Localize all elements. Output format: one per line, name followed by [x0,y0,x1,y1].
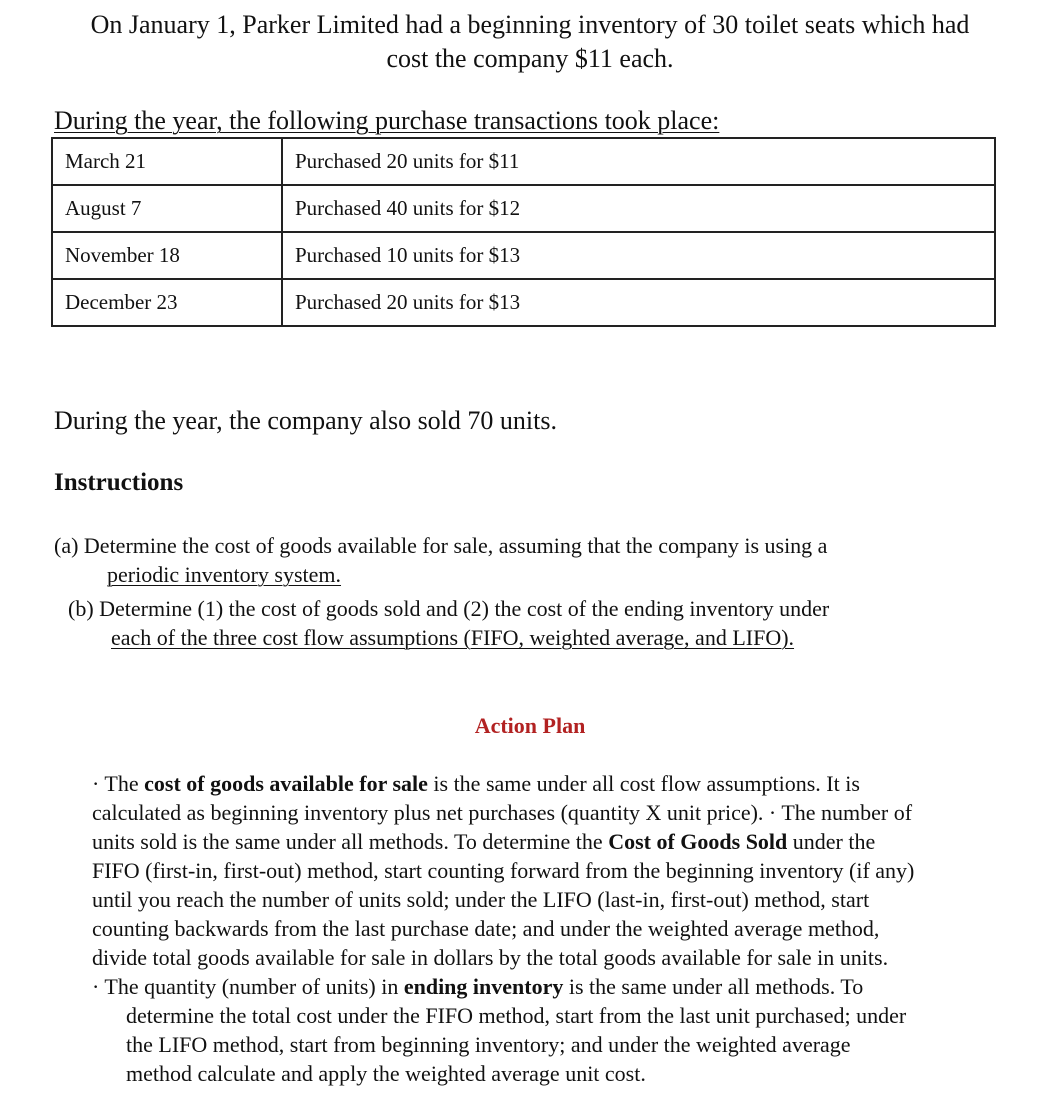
paragraph-text: calculated as beginning inventory plus net purchases (quantity X unit price). · The number of [92,800,913,825]
table-row [52,232,995,279]
units-sold-text: During the year, the company also sold 70 units. [54,406,557,435]
paragraph-text: method calculate and apply the weighted average unit cost. [126,1061,646,1086]
purchase-date-cell: November 18 [52,232,282,279]
bullet-text: · The [92,771,145,796]
table-row [52,138,995,185]
paragraph-text: FIFO (first-in, first-out) method, start counting forward from the beginning inventory (if any) [92,858,915,883]
instruction-a-line-1: (a) Determine the cost of goods available for sale, assuming that the company is using a [54,533,828,558]
instruction-a [54,531,974,589]
paragraph-text: is the same under all cost flow assumptions. It is [427,771,860,796]
purchase-date-cell: August 7 [52,185,282,232]
instruction-b-line-2: each of the three cost flow assumptions (FIFO, weighted average, and LIFO). [111,625,795,650]
instructions-heading: Instructions [54,469,184,496]
paragraph-text: determine the total cost under the FIFO method, start from the last unit purchased; under [126,1003,907,1028]
instruction-a-line-2: periodic inventory system. [107,562,342,587]
action-plan-paragraph-1 [92,769,1012,972]
action-plan-body [92,769,1012,1088]
paragraph-text: until you reach the number of units sold; under the LIFO (last-in, first-out) method, start [92,887,870,912]
action-plan-paragraph-2 [92,972,1012,1088]
instruction-b-line-1: (b) Determine (1) the cost of goods sold and (2) the cost of the ending inventory under [68,596,830,621]
purchase-description-cell: Purchased 20 units for $13 [282,279,995,326]
table-row [52,279,995,326]
paragraph-text: units sold is the same under all methods. To determine the [92,829,609,854]
emphasis-text: cost of goods available for sale [144,771,428,796]
paragraph-text: under the [787,829,876,854]
purchases-heading: During the year, the following purchase transactions took place: [54,106,720,135]
purchase-date-cell: March 21 [52,138,282,185]
table-row [52,185,995,232]
bullet-text: · The quantity (number of units) in [92,974,404,999]
action-plan-title: Action Plan [474,713,586,738]
purchase-description-cell: Purchased 10 units for $13 [282,232,995,279]
purchase-date-cell: December 23 [52,279,282,326]
emphasis-text: Cost of Goods Sold [608,829,788,854]
paragraph-text: is the same under all methods. To [563,974,864,999]
emphasis-text: ending inventory [403,974,564,999]
paragraph-text: the LIFO method, start from beginning inventory; and under the weighted average [126,1032,851,1057]
intro-line-2: cost the company $11 each. [386,44,674,73]
intro-paragraph [40,8,1020,76]
instruction-b [68,594,988,652]
intro-line-1: On January 1, Parker Limited had a beginning inventory of 30 toilet seats which had [90,10,970,39]
paragraph-text: counting backwards from the last purchase date; and under the weighted average method, [92,916,880,941]
purchase-description-cell: Purchased 20 units for $11 [282,138,995,185]
paragraph-text: divide total goods available for sale in dollars by the total goods available for sale in units. [92,945,889,970]
purchases-table [51,137,996,327]
purchase-description-cell: Purchased 40 units for $12 [282,185,995,232]
